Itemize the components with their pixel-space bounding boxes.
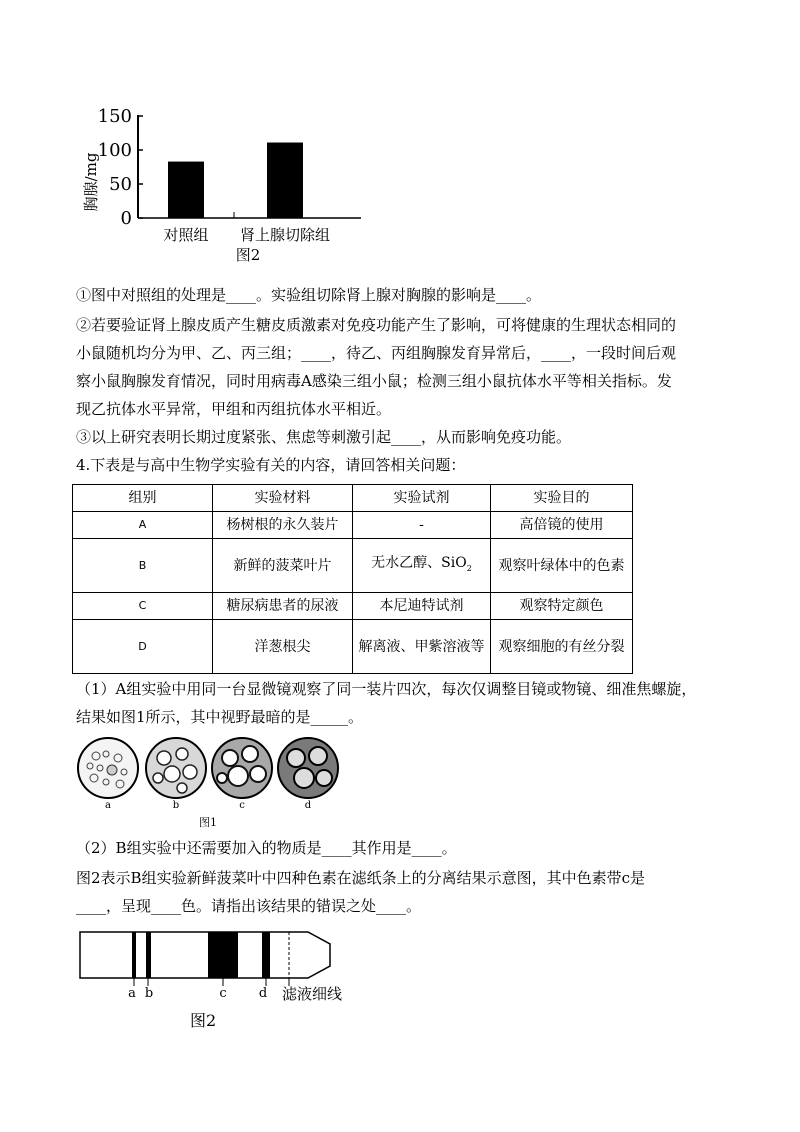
material-cell: 杨树根的永久装片 xyxy=(213,512,353,539)
field-label: b xyxy=(172,800,180,811)
purpose-cell: 观察特定颜色 xyxy=(491,593,633,620)
table-header: 组别 xyxy=(73,485,213,512)
x-category-label: 对照组 xyxy=(163,226,209,244)
figure-2-description-line-2: ____，呈现____色。请指出该结果的错误之处____。 xyxy=(76,897,422,915)
y-tick-label: 150 xyxy=(97,106,132,127)
table-header-row xyxy=(73,485,633,512)
y-axis-label: 胸腺/mg xyxy=(82,152,100,212)
band-b xyxy=(146,932,151,978)
reagent-cell: 本尼迪特试剂 xyxy=(353,593,491,620)
bar xyxy=(168,162,204,218)
table-row xyxy=(73,593,633,620)
field-label: d xyxy=(304,800,312,811)
table-row xyxy=(73,620,633,674)
chart-caption: 图2 xyxy=(235,246,261,264)
experiment-table xyxy=(72,484,633,674)
table-header: 实验目的 xyxy=(491,485,633,512)
band-d xyxy=(262,932,270,978)
microscope-fields-figure xyxy=(76,732,366,832)
field-label: c xyxy=(239,800,245,811)
question-2-line-4: 现乙抗体水平异常，甲组和丙组抗体水平相近。 xyxy=(76,400,392,418)
sub-question-2: （2）B组实验中还需要加入的物质是____其作用是____。 xyxy=(76,839,457,857)
sub-question-1-line-1: （1）A组实验中用同一台显微镜观察了同一装片四次，每次仅调整目镜或物镜、细准焦螺旋， xyxy=(76,680,697,698)
question-1: ①图中对照组的处理是____。实验组切除肾上腺对胸腺的影响是____。 xyxy=(76,286,542,304)
band-label: a xyxy=(128,986,136,1001)
group-cell: B xyxy=(73,539,213,593)
chromatography-strip-figure xyxy=(76,926,376,1036)
filter-paper-strip xyxy=(80,932,330,978)
question-3: ③以上研究表明长期过度紧张、焦虑等刺激引起____，从而影响免疫功能。 xyxy=(76,428,572,446)
figure-2-description-line-1: 图2表示B组实验新鲜菠菜叶中四种色素在滤纸条上的分离结果示意图，其中色素带c是 xyxy=(76,869,645,887)
table-row xyxy=(73,539,633,593)
y-tick-label: 100 xyxy=(97,140,132,161)
material-cell: 糖尿病患者的尿液 xyxy=(213,593,353,620)
purpose-cell: 观察细胞的有丝分裂 xyxy=(491,620,633,674)
table-row xyxy=(73,512,633,539)
y-tick-label: 50 xyxy=(109,174,132,195)
field-a xyxy=(78,738,138,798)
question-2-line-2: 小鼠随机均分为甲、乙、丙三组；____，待乙、丙组胸腺发育异常后，____，一段时间后观 xyxy=(76,344,677,362)
material-cell: 新鲜的菠菜叶片 xyxy=(213,539,353,593)
band-label: d xyxy=(258,986,268,1001)
question-2-line-1: ②若要验证肾上腺皮质产生糖皮质激素对免疫功能产生了影响，可将健康的生理状态相同的 xyxy=(76,316,677,334)
band-a xyxy=(132,932,136,978)
field-label: a xyxy=(105,800,111,811)
bar xyxy=(267,143,303,218)
sub-question-1-line-2: 结果如图1所示，其中视野最暗的是_____。 xyxy=(76,708,364,726)
band-label: b xyxy=(144,986,154,1001)
field-c xyxy=(212,738,272,798)
reagent-cell: 解离液、甲紫溶液等 xyxy=(353,620,491,674)
subscript: 2 xyxy=(466,563,472,573)
purpose-cell: 高倍镜的使用 xyxy=(491,512,633,539)
figure-1-caption: 图1 xyxy=(199,816,217,829)
field-b xyxy=(146,738,206,798)
group-cell: C xyxy=(73,593,213,620)
table-header: 实验材料 xyxy=(213,485,353,512)
group-cell: D xyxy=(73,620,213,674)
y-tick-label: 0 xyxy=(120,208,132,229)
reagent-text: 无水乙醇、SiO xyxy=(371,554,467,571)
band-label: c xyxy=(219,986,227,1001)
x-category-label: 肾上腺切除组 xyxy=(239,226,331,244)
material-cell: 洋葱根尖 xyxy=(213,620,353,674)
question-2-line-3: 察小鼠胸腺发育情况，同时用病毒A感染三组小鼠；检测三组小鼠抗体水平等相关指标。发 xyxy=(76,372,672,390)
reagent-cell xyxy=(353,539,491,593)
group-cell: A xyxy=(73,512,213,539)
band-c xyxy=(208,932,238,978)
thymus-bar-chart xyxy=(76,100,366,270)
question-4-intro: 4.下表是与高中生物学实验有关的内容，请回答相关问题： xyxy=(76,456,466,474)
filter-line-label: 滤液细线 xyxy=(282,985,343,1003)
reagent-cell: - xyxy=(353,512,491,539)
figure-2-caption: 图2 xyxy=(190,1011,217,1030)
field-d xyxy=(278,738,338,798)
purpose-cell: 观察叶绿体中的色素 xyxy=(491,539,633,593)
table-header: 实验试剂 xyxy=(353,485,491,512)
